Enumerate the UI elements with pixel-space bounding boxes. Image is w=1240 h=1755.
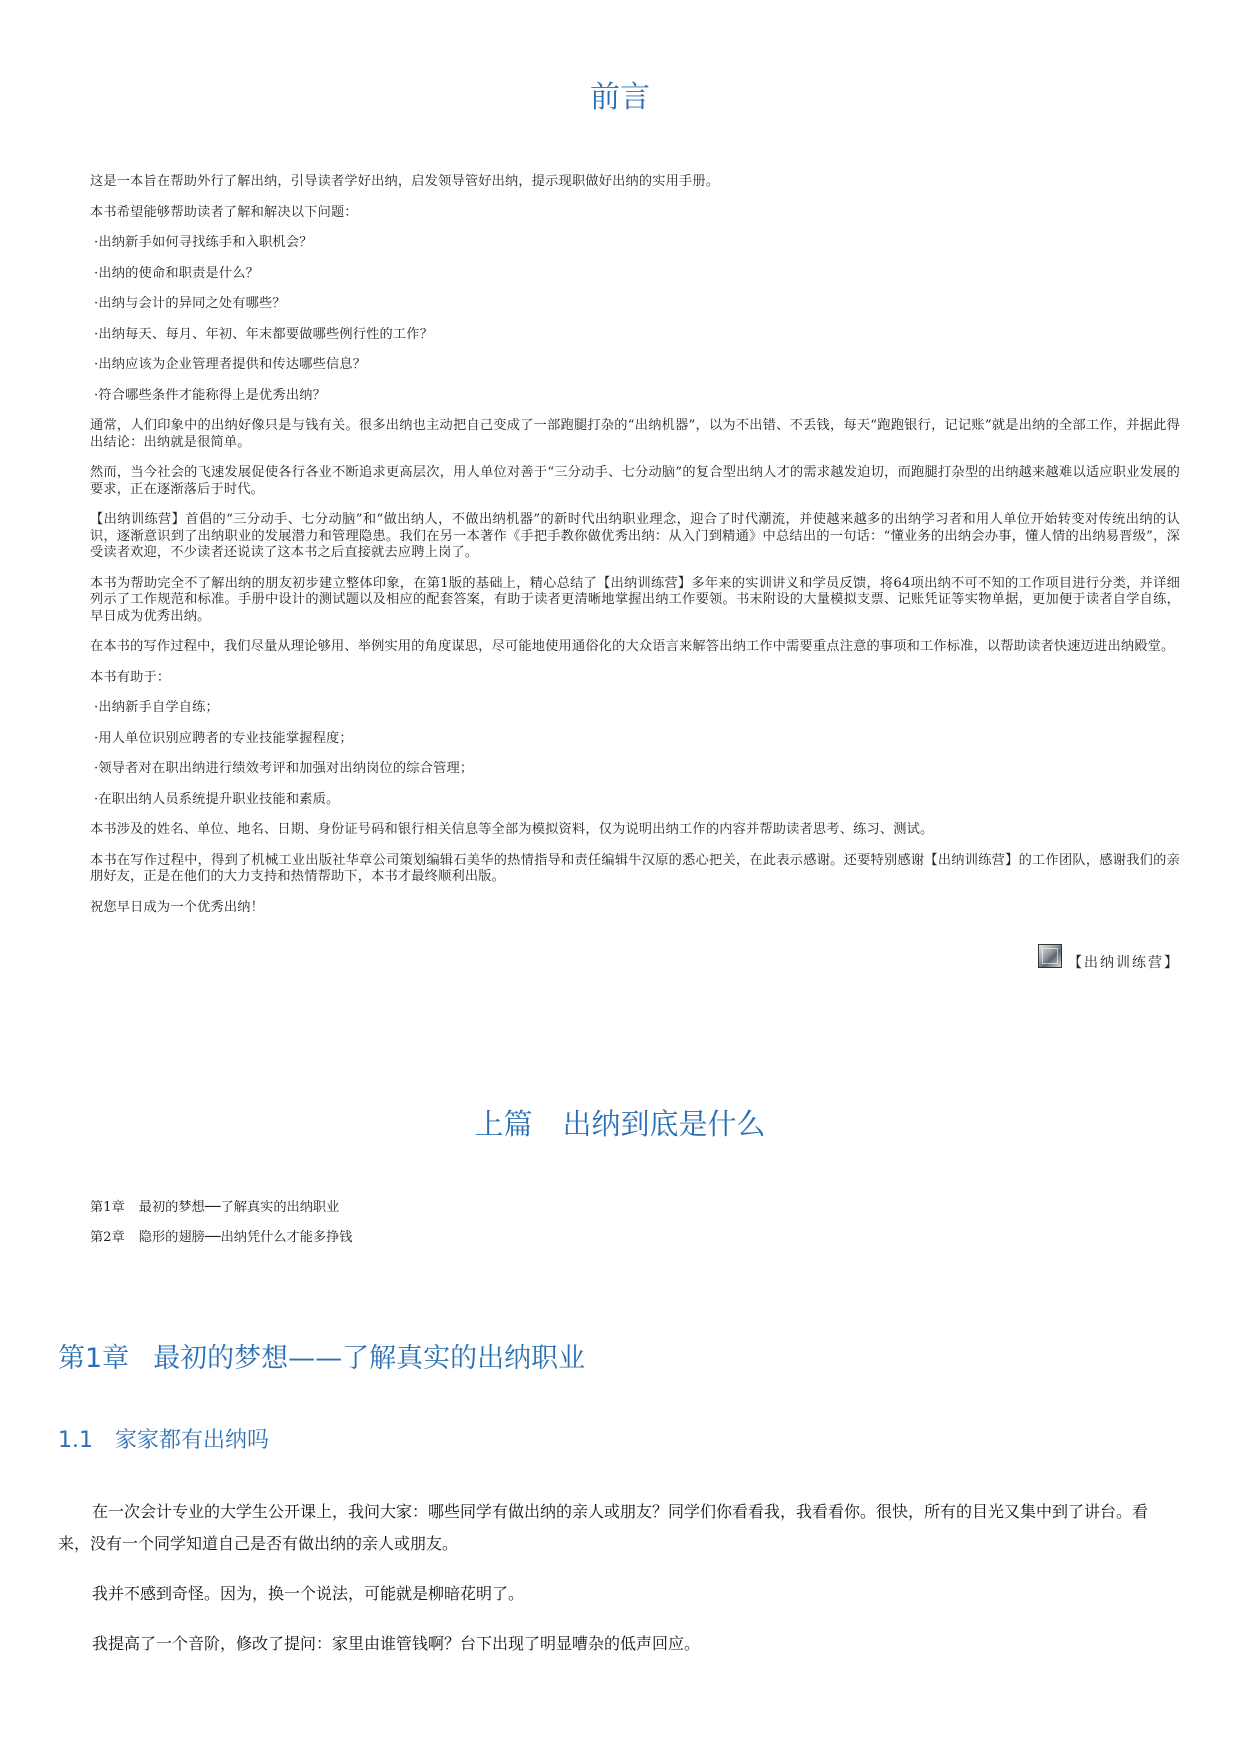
preface-list-item: ·出纳应该为企业管理者提供和传达哪些信息？ xyxy=(94,357,367,372)
preface-body xyxy=(90,174,1180,930)
chapter-title xyxy=(58,1336,585,1375)
toc-entry[interactable] xyxy=(90,1230,352,1246)
toc-chapter-title: 隐形的翅膀──出纳凭什么才能多挣钱 xyxy=(138,1230,353,1245)
preface-paragraph: 在本书的写作过程中，我们尽量从理论够用、举例实用的角度谋思，尽可能地使用通俗化的大众语言来解答出纳工作中需要重点注意的事项和工作标准，以帮助读者快速迈进出纳殿堂。 xyxy=(90,639,1175,654)
preface-paragraph: 本书涉及的姓名、单位、地名、日期、身份证号码和银行相关信息等全部为模拟资料，仅为说明出纳工作的内容并帮助读者思考、练习、测试。 xyxy=(90,822,934,837)
preface-list-item: ·符合哪些条件才能称得上是优秀出纳？ xyxy=(94,387,326,403)
section-title xyxy=(58,1423,269,1454)
toc-chapter-number: 第2章 xyxy=(90,1230,125,1245)
chapter-number: 第1章 xyxy=(58,1343,130,1374)
preface-title: 前言 xyxy=(590,80,650,115)
chapter-body xyxy=(58,1496,1162,1678)
chapter-paragraph: 在一次会计专业的大学生公开课上，我问大家：哪些同学有做出纳的亲人或朋友？同学们你看看我，我看看你。很快，所有的目光又集中到了讲台。看来，没有一个同学知道自己是否有做出纳的亲人或朋友。 xyxy=(58,1502,1149,1553)
preface-list-item: ·用人单位识别应聘者的专业技能掌握程度； xyxy=(94,730,353,746)
toc-chapter-title: 最初的梦想──了解真实的出纳职业 xyxy=(138,1200,340,1215)
preface-list-item: ·出纳与会计的异同之处有哪些？ xyxy=(94,296,286,311)
preface-paragraph: 这是一本旨在帮助外行了解出纳，引导读者学好出纳，启发领导管好出纳，提示现职做好出纳的实用手册。 xyxy=(90,174,720,189)
preface-paragraph: 本书有助于： xyxy=(90,669,171,685)
preface-paragraph: 通常，人们印象中的出纳好像只是与钱有关。很多出纳也主动把自己变成了一部跑腿打杂的“出纳机器”，以为不出错、不丢钱，每天“跑跑银行，记记账”就是出纳的全部工作，并据此得出结论：出纳就是很简单。 xyxy=(90,418,1180,450)
preface-list-item: ·出纳每天、每月、年初、年末都要做哪些例行性的工作？ xyxy=(94,326,434,342)
section-name: 家家都有出纳吗 xyxy=(115,1428,270,1453)
preface-signature xyxy=(1038,948,1180,972)
image-placeholder-icon xyxy=(1038,944,1062,968)
toc-chapter-number: 第1章 xyxy=(90,1200,125,1215)
toc-entry[interactable] xyxy=(90,1200,352,1216)
part-label: 上篇 xyxy=(474,1107,533,1141)
preface-paragraph: 本书为帮助完全不了解出纳的朋友初步建立整体印象，在第1版的基础上，精心总结了【出纳训练营】多年来的实训讲义和学员反馈，将64项出纳不可不知的工作项目进行分类，并详细列示了工作规范和标准。手册中设计的测试题以及相应的配套答案，有助于读者更清晰地掌握出纳工作要领。书末附设的大量模拟支票、记账凭证等实物单据，更加便于读者自学自练，早日成为优秀出纳。 xyxy=(90,575,1180,624)
preface-list-item: ·出纳的使命和职责是什么？ xyxy=(94,265,260,281)
part-title xyxy=(0,1102,1240,1143)
section-number: 1.1 xyxy=(58,1428,93,1453)
preface-paragraph: 【出纳训练营】首倡的“三分动手、七分动脑”和“做出纳人，不做出纳机器”的新时代出纳职业理念，迎合了时代潮流，并使越来越多的出纳学习者和用人单位开始转变对传统出纳的认识，逐渐意识到了出纳职业的发展潜力和管理隐患。我们在另一本著作《手把手教你做优秀出纳：从入门到精通》中总结出的一句话：“懂业务的出纳会办事，懂人情的出纳易晋级”，深受读者欢迎，不少读者还说读了这本书之后直接就去应聘上岗了。 xyxy=(90,512,1180,560)
preface-paragraph: 本书希望能够帮助读者了解和解决以下问题： xyxy=(90,204,358,220)
preface-paragraph: 本书在写作过程中，得到了机械工业出版社华章公司策划编辑石美华的热情指导和责任编辑牛汉原的悉心把关，在此表示感谢。还要特别感谢【出纳训练营】的工作团队，感谢我们的亲朋好友，正是在他们的大力支持和热情帮助下，本书才最终顺利出版。 xyxy=(90,852,1180,884)
part-name: 出纳到底是什么 xyxy=(562,1107,766,1141)
chapter-paragraph: 我提高了一个音阶，修改了提问：家里由谁管钱啊？台下出现了明显嘈杂的低声回应。 xyxy=(92,1634,701,1653)
part-toc xyxy=(90,1200,352,1260)
preface-list-item: ·领导者对在职出纳进行绩效考评和加强对出纳岗位的综合管理； xyxy=(94,761,474,776)
chapter-name: 最初的梦想——了解真实的出纳职业 xyxy=(153,1343,586,1374)
preface-paragraph: 祝您早日成为一个优秀出纳！ xyxy=(90,899,265,915)
preface-list-item: ·在职出纳人员系统提升职业技能和素质。 xyxy=(94,791,340,807)
preface-list-item: ·出纳新手自学自练； xyxy=(94,700,219,715)
signature-text: 【出纳训练营】 xyxy=(1068,955,1180,971)
preface-paragraph: 然而，当今社会的飞速发展促使各行各业不断追求更高层次，用人单位对善于“三分动手、七分动脑”的复合型出纳人才的需求越发迫切，而跑腿打杂型的出纳越来越难以适应职业发展的要求，正在逐渐落后于时代。 xyxy=(90,465,1180,497)
chapter-paragraph: 我并不感到奇怪。因为，换一个说法，可能就是柳暗花明了。 xyxy=(92,1584,525,1603)
preface-list-item: ·出纳新手如何寻找练手和入职机会？ xyxy=(94,235,313,250)
